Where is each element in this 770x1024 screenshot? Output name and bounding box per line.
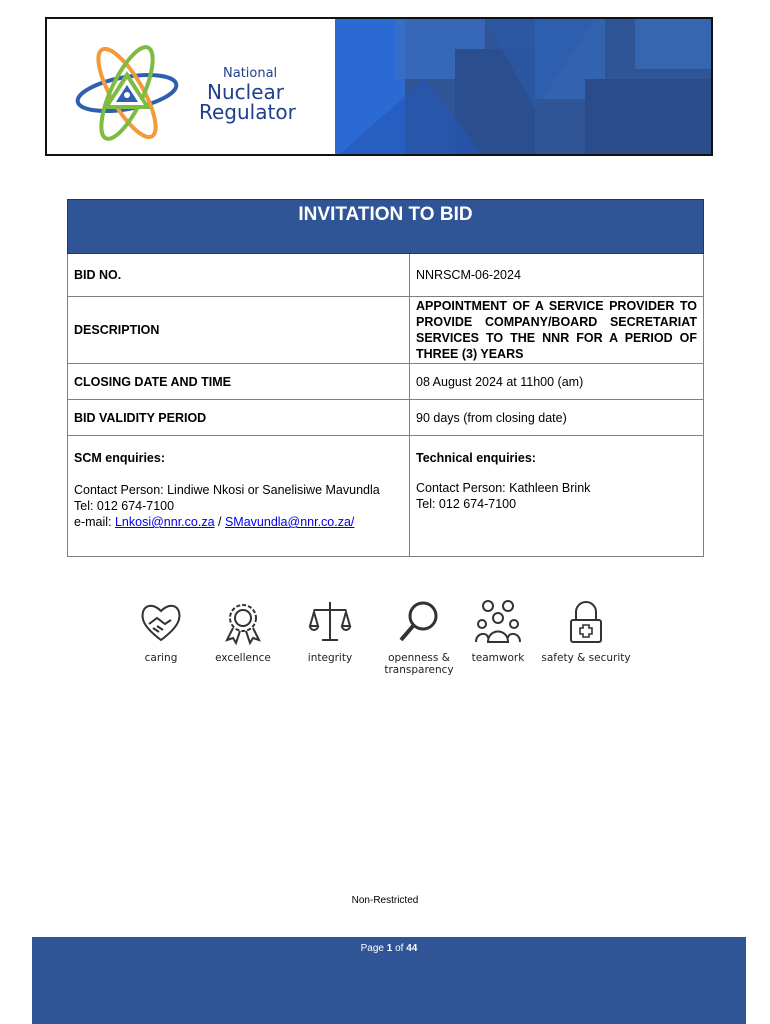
value-label-line2: transparency [384, 664, 454, 676]
total-pages: 44 [406, 943, 418, 954]
table-row [68, 400, 704, 436]
logo-text [199, 67, 296, 122]
banner-pattern [335, 19, 711, 154]
header-banner [45, 17, 713, 156]
email-separator: / [214, 515, 225, 529]
logo-line-1: National [223, 66, 278, 81]
scm-contact: Contact Person: Lindiwe Nkosi or Sanelisiwe Mavundla [74, 483, 380, 497]
banner-pattern-graphic [335, 19, 713, 156]
email-prefix: e-mail: [74, 515, 115, 529]
scm-enquiries-cell [68, 436, 410, 557]
row-value: 08 August 2024 at 11h00 (am) [410, 364, 704, 400]
table-row [68, 297, 704, 364]
value-label: integrity [307, 652, 353, 664]
value-safety [540, 598, 632, 664]
technical-contact: Contact Person: Kathleen Brink [416, 481, 591, 495]
current-page: 1 [386, 943, 393, 954]
value-label: excellence [215, 652, 271, 664]
page-number [32, 943, 746, 954]
handshake-heart-icon [137, 598, 185, 646]
row-value: NNRSCM-06-2024 [410, 254, 704, 297]
footer-bar [32, 937, 746, 1024]
technical-heading: Technical enquiries: [416, 451, 536, 465]
table-row [68, 364, 704, 400]
row-value: APPOINTMENT OF A SERVICE PROVIDER TO PROVIDE COMPANY/BOARD SECRETARIAT SERVICES TO THE NNR FOR A PERIOD OF THREE (3) YEARS [410, 297, 704, 364]
value-label: teamwork [471, 652, 525, 664]
team-icon [474, 598, 522, 646]
email-link-lnkosi[interactable]: Lnkosi@nnr.co.za [114, 515, 215, 529]
logo-line-3: Regulator [199, 100, 296, 124]
row-label: CLOSING DATE AND TIME [68, 364, 410, 400]
classification-label: Non-Restricted [351, 895, 419, 906]
value-teamwork [468, 598, 528, 664]
table-row [68, 254, 704, 297]
values-strip [130, 598, 640, 678]
technical-tel: Tel: 012 674-7100 [416, 497, 517, 511]
nnr-atom-logo-icon [71, 41, 191, 141]
value-excellence [208, 598, 278, 664]
bid-info-table [67, 199, 704, 557]
logo-area [47, 19, 335, 154]
of-word: of [395, 943, 404, 954]
scm-heading: SCM enquiries: [74, 451, 165, 465]
value-label: openness & [388, 652, 450, 664]
technical-enquiries-cell [410, 436, 704, 557]
row-label: DESCRIPTION [68, 297, 410, 364]
value-caring [130, 598, 192, 664]
padlock-icon [562, 598, 610, 646]
enquiries-row [68, 436, 704, 557]
email-link-smavundla[interactable]: SMavundla@nnr.co.za/ [224, 515, 355, 529]
logo-line-2: Nuclear [207, 80, 284, 104]
table-title: INVITATION TO BID [68, 200, 704, 254]
scales-icon [306, 598, 354, 646]
page-word: Page [360, 943, 384, 954]
row-value: 90 days (from closing date) [410, 400, 704, 436]
scm-email [74, 514, 403, 530]
value-integrity [300, 598, 360, 664]
magnifier-icon [395, 598, 443, 646]
value-openness [384, 598, 454, 676]
row-label: BID NO. [68, 254, 410, 297]
award-ribbon-icon [219, 598, 267, 646]
scm-tel: Tel: 012 674-7100 [74, 499, 175, 513]
row-label: BID VALIDITY PERIOD [68, 400, 410, 436]
value-label: caring [144, 652, 178, 664]
value-label: safety & security [541, 652, 631, 664]
